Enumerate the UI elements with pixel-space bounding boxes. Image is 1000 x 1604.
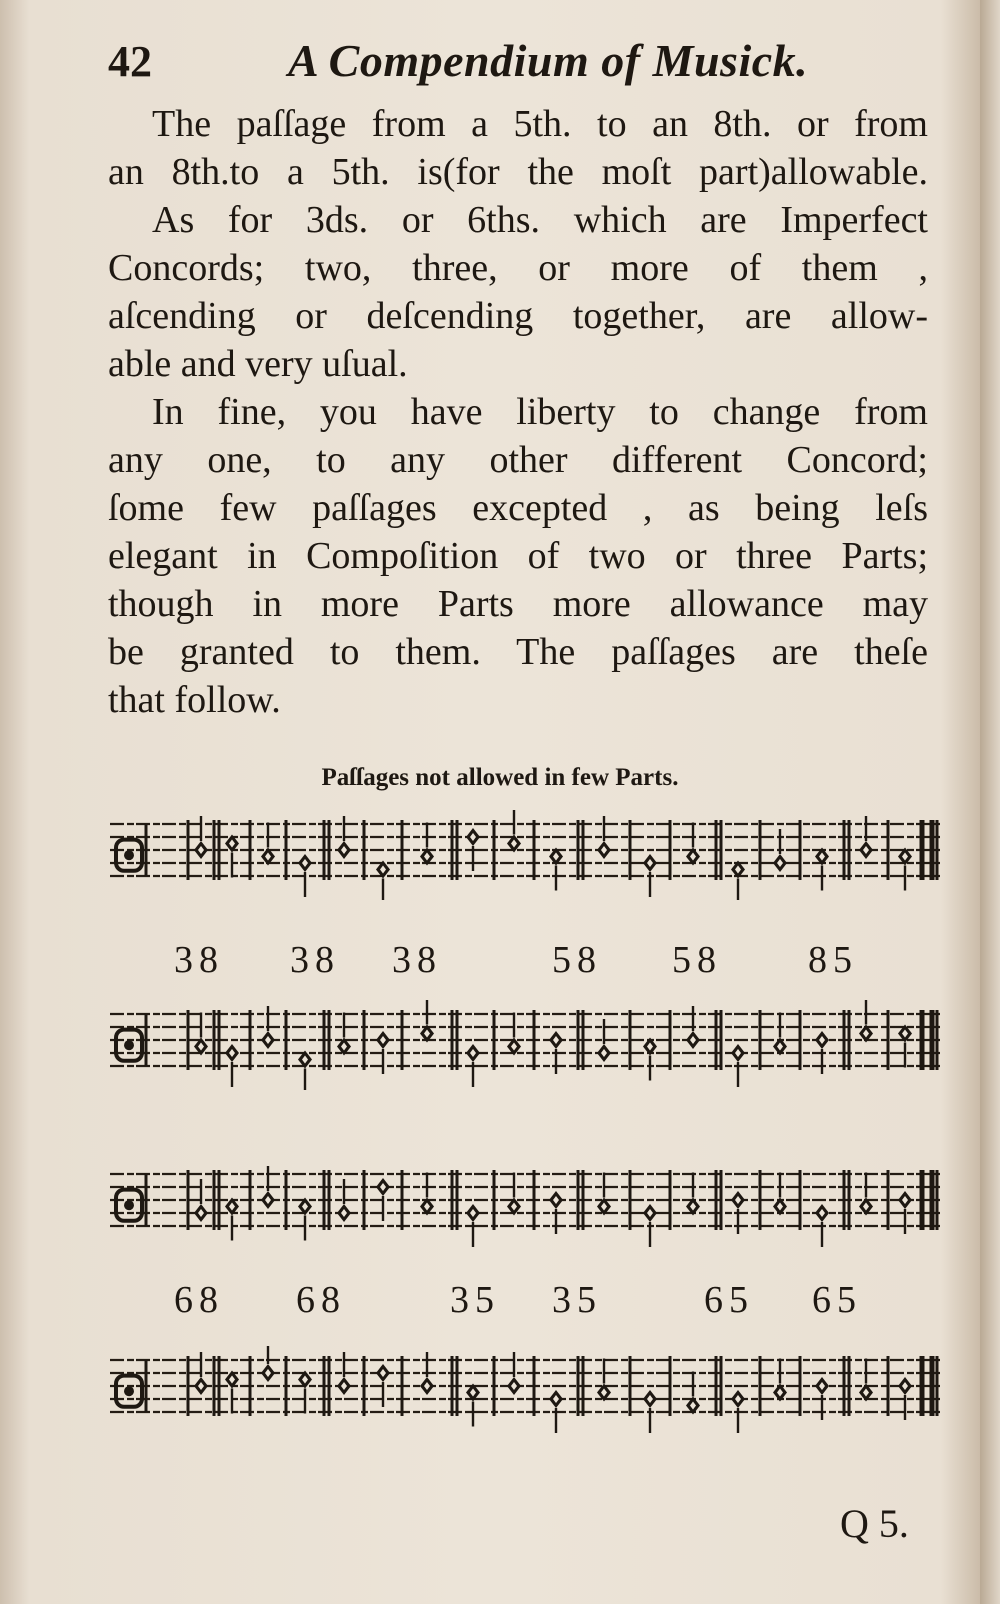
note-head-icon (194, 1013, 208, 1056)
note-head-icon (597, 1359, 611, 1402)
note-head-icon (731, 861, 745, 901)
note-head-icon (466, 1384, 480, 1427)
interval-numeral: 68 (296, 1279, 346, 1321)
interval-numerals-row-1 (0, 938, 980, 988)
interval-numeral: 35 (552, 1279, 602, 1321)
note-head-icon (376, 861, 390, 901)
page-number: 42 (108, 37, 152, 86)
note-head-icon (773, 829, 787, 872)
note-head-icon (225, 1198, 239, 1241)
note-head-icon (643, 1204, 657, 1247)
note-head-icon (420, 1173, 434, 1216)
note-head-icon (507, 1173, 521, 1216)
text-line: Concords; two, three, or more of them , (108, 247, 928, 289)
note-head-icon (815, 848, 829, 891)
text-line: aſcending or deſcending together, are allow- (108, 295, 928, 337)
note-head-icon (859, 1173, 873, 1216)
interval-numeral: 85 (808, 939, 858, 981)
music-staff-bass-2 (110, 1346, 940, 1436)
note-head-icon (859, 1359, 873, 1402)
note-head-icon (507, 1013, 521, 1056)
music-staff-treble-2 (110, 1160, 940, 1250)
interval-numeral: 35 (450, 1279, 500, 1321)
note-head-icon (859, 1000, 873, 1043)
note-head-icon (298, 1051, 312, 1091)
note-head-icon (225, 835, 239, 878)
note-head-icon (337, 1013, 351, 1056)
note-head-icon (549, 848, 563, 891)
text-line: As for 3ds. or 6ths. which are Imperfect (152, 199, 928, 241)
interval-numeral: 38 (174, 939, 224, 981)
interval-numeral: 58 (552, 939, 602, 981)
music-staff-bass-1 (110, 1000, 940, 1090)
note-head-icon (298, 1198, 312, 1241)
page-header (108, 30, 928, 100)
text-line: The paſſage from a 5th. to an 8th. or from (152, 103, 928, 145)
text-line: be granted to them. The paſſages are theſe (108, 631, 928, 673)
catchword: Q 5. (840, 1501, 909, 1546)
note-head-icon (420, 823, 434, 866)
text-line: elegant in Compoſition of two or three Parts; (108, 535, 928, 577)
note-head-icon (507, 810, 521, 853)
note-head-icon (420, 1000, 434, 1043)
note-head-icon (773, 1359, 787, 1402)
music-staff-treble-1 (110, 810, 940, 900)
text-line: ſome few paſſages excepted , as being leſs (108, 487, 928, 529)
interval-numeral: 65 (704, 1279, 754, 1321)
text-line: that follow. (108, 679, 281, 721)
running-title: A Compendium of Musick. (288, 35, 809, 86)
note-head-icon (597, 1173, 611, 1216)
interval-numeral: 58 (672, 939, 722, 981)
interval-numeral: 38 (392, 939, 442, 981)
text-line: an 8th.to a 5th. is(for the moſt part)allowable. (108, 151, 928, 193)
example-caption: Paſſages not allowed in few Parts. (321, 764, 679, 791)
interval-numeral: 68 (174, 1279, 224, 1321)
interval-numeral: 38 (290, 939, 340, 981)
note-head-icon (686, 1173, 700, 1216)
text-line: any one, to any other different Concord; (108, 439, 928, 481)
page-edge (980, 0, 1000, 1604)
note-head-icon (298, 1371, 312, 1414)
note-head-icon (898, 1025, 912, 1068)
note-head-icon (686, 823, 700, 866)
note-head-icon (773, 1173, 787, 1216)
note-head-icon (643, 1038, 657, 1081)
text-line: In fine, you have liberty to change from (152, 391, 928, 433)
note-head-icon (643, 854, 657, 897)
note-head-icon (261, 823, 275, 866)
note-head-icon (643, 1390, 657, 1433)
text-line: though in more Parts more allowance may (108, 583, 928, 625)
note-head-icon (898, 848, 912, 891)
interval-numeral: 65 (812, 1279, 862, 1321)
note-head-icon (261, 1346, 275, 1382)
interval-numerals-row-2 (0, 1278, 980, 1328)
note-head-icon (686, 1372, 700, 1415)
note-head-icon (773, 1013, 787, 1056)
note-head-icon (225, 1371, 239, 1414)
text-line: able and very uſual. (108, 343, 408, 385)
